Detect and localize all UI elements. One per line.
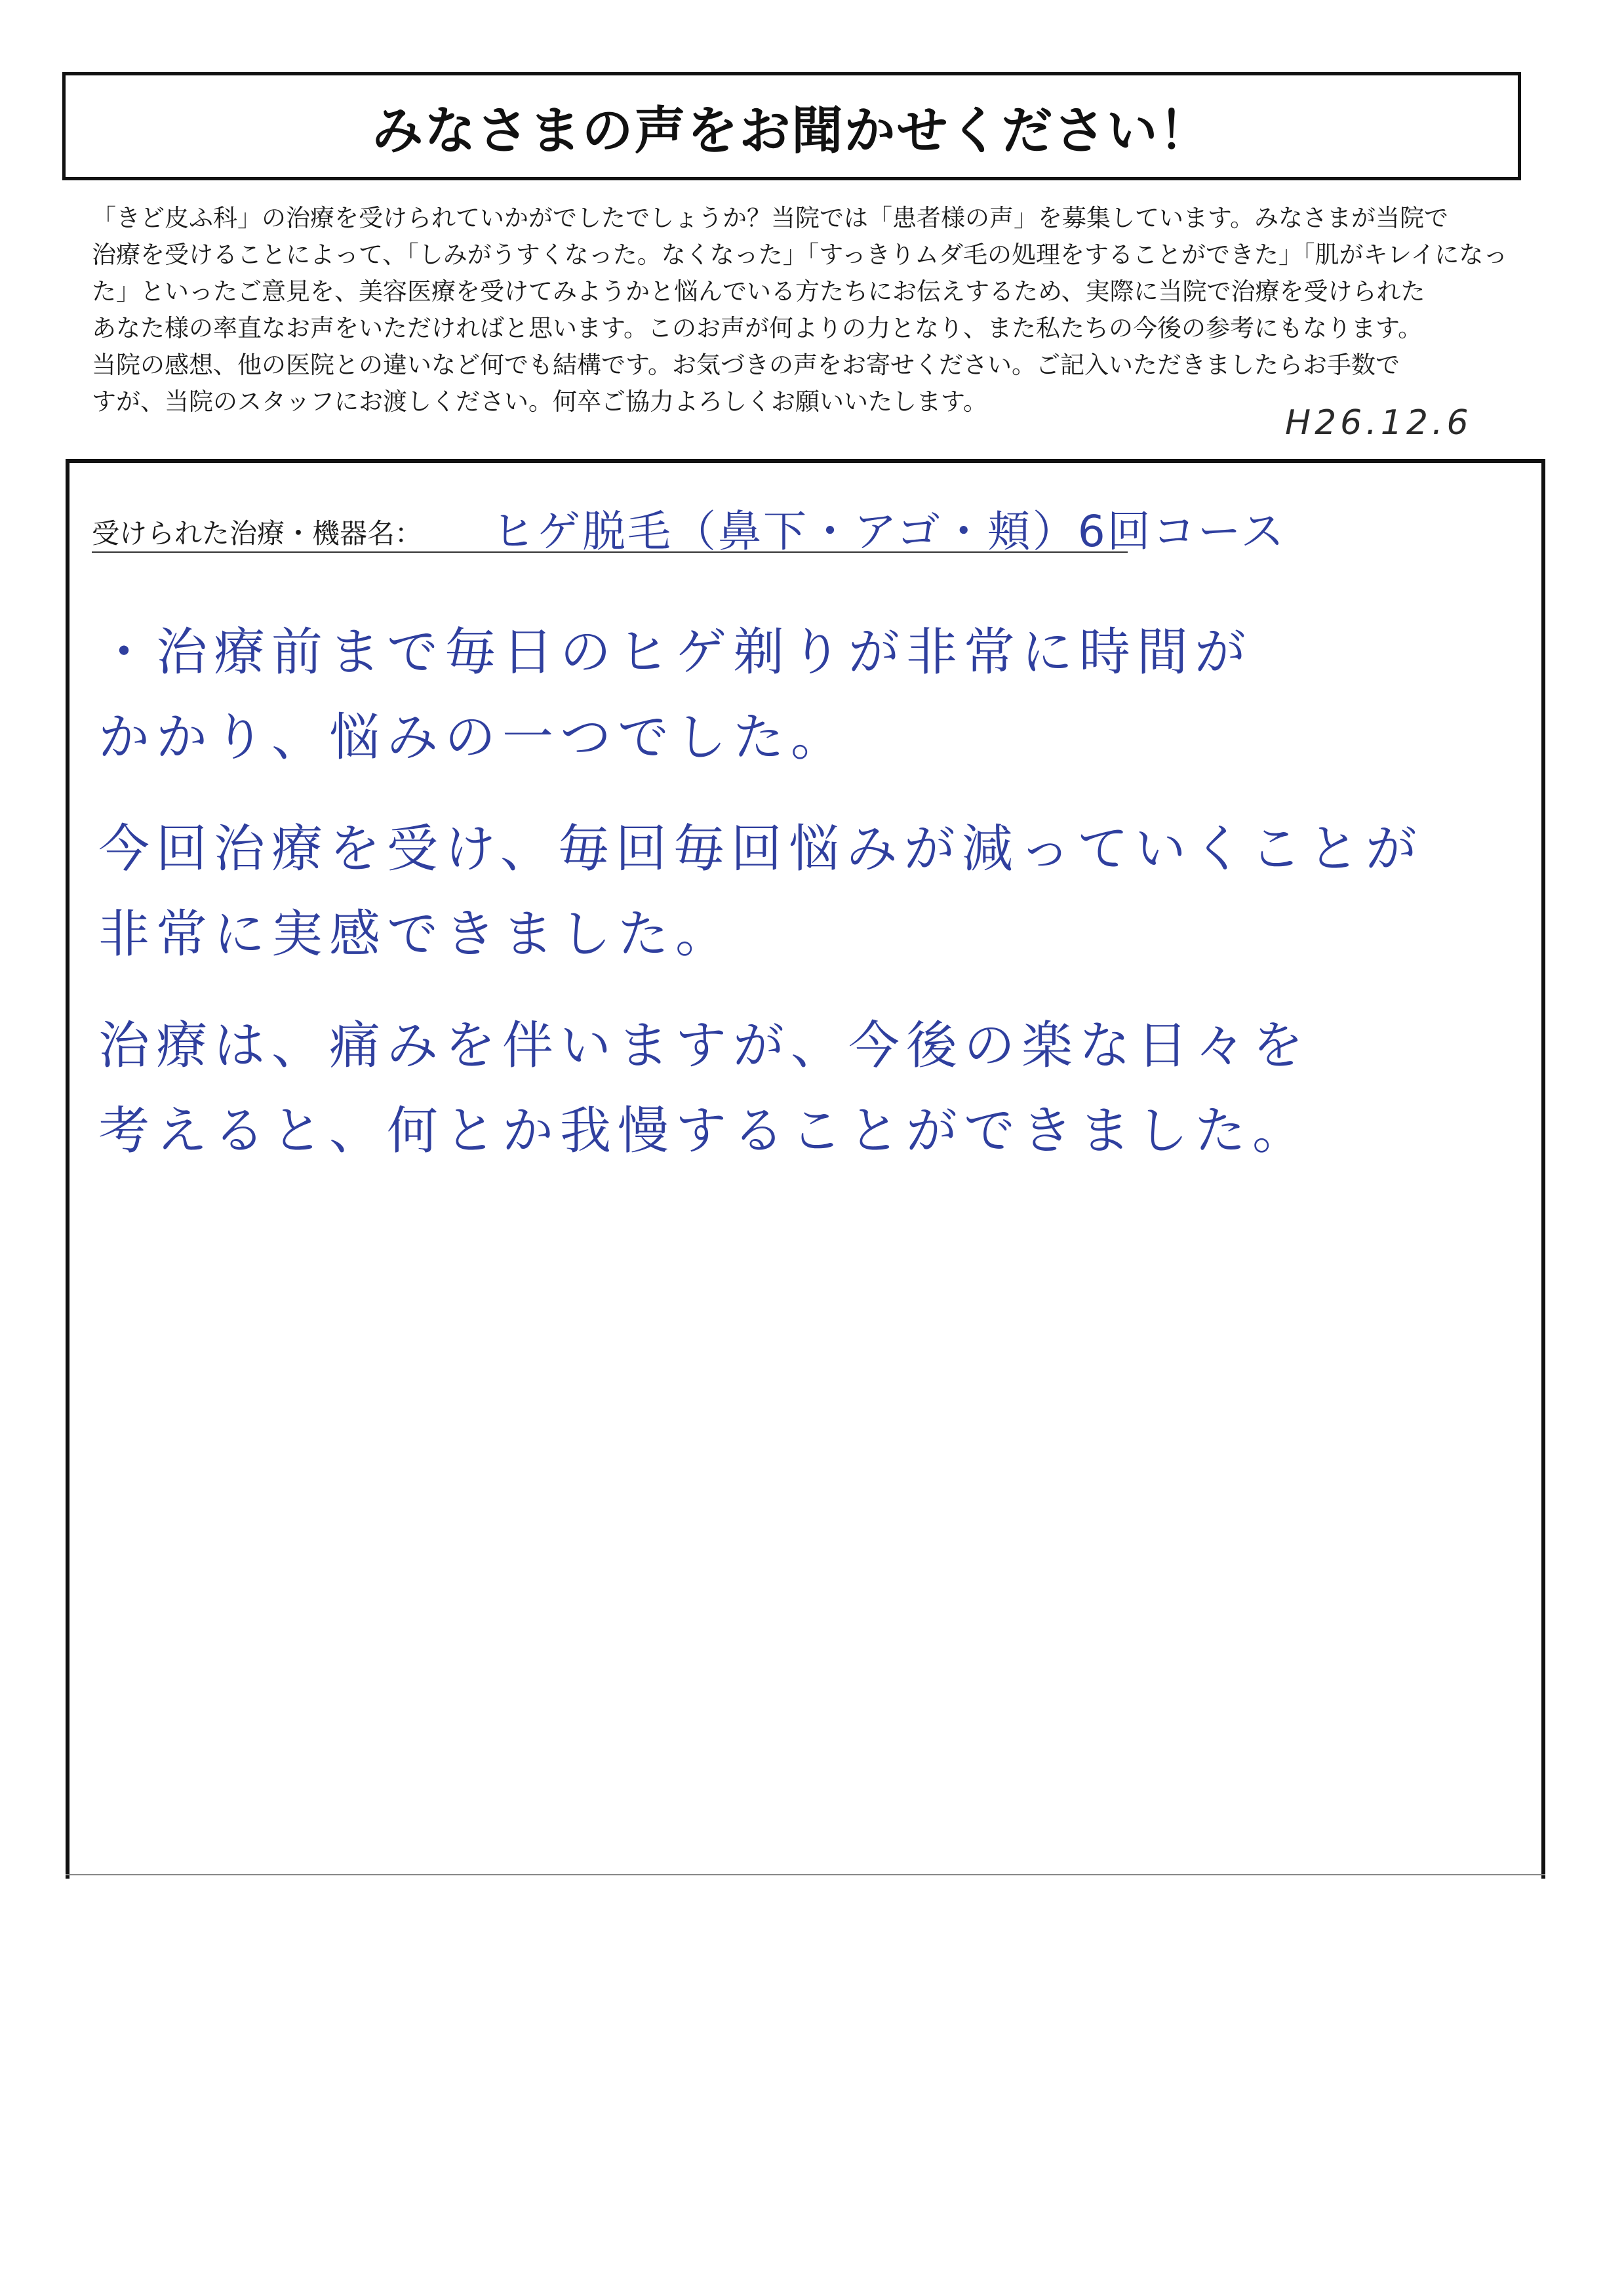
handwritten-comment	[98, 610, 1508, 1174]
treatment-underline	[92, 551, 1128, 553]
intro-line: た」といったご意見を、美容医療を受けてみようかと悩んでいる方たちにお伝えするため、実際に当院で治療を受けられた	[92, 277, 1425, 306]
comment-line: 考えると、何とか我慢することができました。	[98, 1102, 1311, 1161]
form-box-bottom-edge	[66, 1874, 1545, 1875]
intro-line: 治療を受けることによって、「しみがうすくなった。なくなった」「すっきりムダ毛の処理をすることができた」「肌がキレイになっ	[92, 241, 1508, 269]
comment-line: 今回治療を受け、毎回毎回悩みが減っていくことが	[98, 820, 1423, 879]
title-box	[62, 72, 1521, 180]
intro-line: すが、当院のスタッフにお渡しください。何卒ご協力よろしくお願いいたします。	[92, 388, 988, 416]
comment-line: ・治療前まで毎日のヒゲ剃りが非常に時間が	[98, 623, 1253, 682]
comment-line: 治療は、痛みを伴いますが、今後の楽な日々を	[98, 1016, 1311, 1075]
comment-line: かかり、悩みの一つでした。	[98, 708, 849, 767]
intro-paragraph	[92, 200, 1508, 420]
handwritten-date: H26.12.6	[1285, 403, 1473, 443]
intro-line: 「きど皮ふ科」の治療を受けられていかがでしたでしょうか？当院では「患者様の声」を募集しています。みなさまが当院で	[92, 204, 1449, 232]
comment-line: 非常に実感できました。	[98, 905, 734, 964]
page-title: みなさまの声をお聞かせください！	[372, 101, 1212, 161]
intro-line: 当院の感想、他の医院との違いなど何でも結構です。お気づきの声をお寄せください。ご記入いただきましたらお手数で	[92, 351, 1400, 379]
treatment-label: 受けられた治療・機器名：	[92, 517, 423, 549]
treatment-row	[92, 489, 1286, 557]
treatment-value: ヒゲ脱毛（鼻下・アゴ・頬）6回コース	[492, 506, 1286, 557]
intro-line: あなた様の率直なお声をいただければと思います。このお声が何よりの力となり、また私たちの今後の参考にもなります。	[92, 314, 1423, 342]
